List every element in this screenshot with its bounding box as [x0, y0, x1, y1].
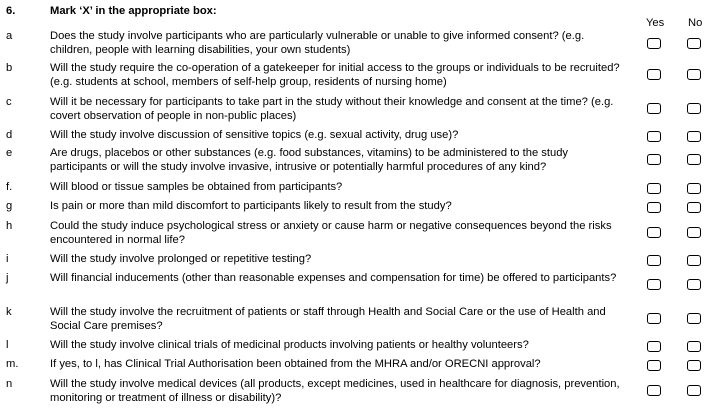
yes-column-header: Yes — [646, 17, 665, 29]
question-letter: b — [6, 62, 13, 74]
no-checkbox[interactable] — [687, 227, 701, 238]
question-text: Will the study involve the recruitment of patients or staff through Health and Social Care or the use of Health and Social Care premises? — [50, 306, 606, 332]
section-title: Mark ‘X’ in the appropriate box: — [50, 5, 217, 17]
question-text: Will blood or tissue samples be obtained from participants? — [50, 181, 343, 193]
no-checkbox[interactable] — [687, 38, 701, 49]
question-letter: j — [6, 272, 9, 284]
question-letter: i — [6, 253, 9, 265]
question-text: Will the study involve prolonged or repetitive testing? — [50, 253, 312, 265]
no-checkbox[interactable] — [687, 183, 701, 194]
yes-checkbox[interactable] — [647, 385, 661, 396]
question-letter: e — [6, 147, 13, 159]
question-text: Will the study require the co-operation of a gatekeeper for initial access to the groups or individuals to be recruited? (e.g. students at school, members of self-help group, residents of nursing home) — [50, 62, 620, 88]
yes-checkbox[interactable] — [647, 227, 661, 238]
yes-checkbox[interactable] — [647, 313, 661, 324]
question-text: Is pain or more than mild discomfort to participants likely to result from the study? — [50, 200, 452, 212]
question-letter: k — [6, 306, 12, 318]
question-letter: g — [6, 200, 13, 212]
section-number: 6. — [6, 5, 16, 17]
yes-checkbox[interactable] — [647, 279, 661, 290]
yes-checkbox[interactable] — [647, 131, 661, 142]
question-letter: a — [6, 30, 13, 42]
question-letter: l — [6, 339, 9, 351]
no-checkbox[interactable] — [687, 154, 701, 165]
yes-checkbox[interactable] — [647, 154, 661, 165]
yes-checkbox[interactable] — [647, 103, 661, 114]
question-text: Does the study involve participants who are particularly vulnerable or unable to give informed consent? (e.g. children, people with learning disabilities, your own students) — [50, 30, 585, 56]
yes-checkbox[interactable] — [647, 255, 661, 266]
no-checkbox[interactable] — [687, 103, 701, 114]
question-text: Will it be necessary for participants to take part in the study without their knowledge and consent at the time? (e.g. covert observation of people in non-public places) — [50, 96, 614, 122]
no-checkbox[interactable] — [687, 341, 701, 352]
question-letter: f. — [6, 181, 13, 193]
yes-checkbox[interactable] — [647, 38, 661, 49]
no-checkbox[interactable] — [687, 360, 701, 371]
question-letter: m. — [6, 358, 19, 370]
question-text: Could the study induce psychological stress or anxiety or cause harm or negative consequences beyond the risks encountered in normal life? — [50, 220, 612, 246]
question-text: If yes, to l, has Clinical Trial Authorisation been obtained from the MHRA and/or ORECNI approval? — [50, 358, 541, 370]
yes-checkbox[interactable] — [647, 341, 661, 352]
question-text: Will the study involve medical devices (all products, except medicines, used in healthcare for diagnosis, prevention, monitoring or treatment of illness or disability)? — [50, 378, 620, 404]
question-letter: n — [6, 378, 13, 390]
no-checkbox[interactable] — [687, 202, 701, 213]
no-checkbox[interactable] — [687, 255, 701, 266]
question-letter: h — [6, 220, 13, 232]
no-column-header: No — [688, 17, 703, 29]
question-text: Will the study involve discussion of sensitive topics (e.g. sexual activity, drug use)? — [50, 129, 459, 141]
yes-checkbox[interactable] — [647, 360, 661, 371]
yes-checkbox[interactable] — [647, 202, 661, 213]
yes-checkbox[interactable] — [647, 69, 661, 80]
no-checkbox[interactable] — [687, 385, 701, 396]
question-letter: d — [6, 129, 13, 141]
no-checkbox[interactable] — [687, 279, 701, 290]
no-checkbox[interactable] — [687, 69, 701, 80]
question-text: Will financial inducements (other than reasonable expenses and compensation for time) be offered to participants? — [50, 272, 617, 284]
question-text: Will the study involve clinical trials of medicinal products involving patients or healthy volunteers? — [50, 339, 529, 351]
no-checkbox[interactable] — [687, 131, 701, 142]
no-checkbox[interactable] — [687, 313, 701, 324]
question-letter: c — [6, 96, 12, 108]
yes-checkbox[interactable] — [647, 183, 661, 194]
question-text: Are drugs, placebos or other substances (e.g. food substances, vitamins) to be administered to the study participants or will the study involve invasive, intrusive or potentially harmful procedures of any kind? — [50, 147, 569, 173]
